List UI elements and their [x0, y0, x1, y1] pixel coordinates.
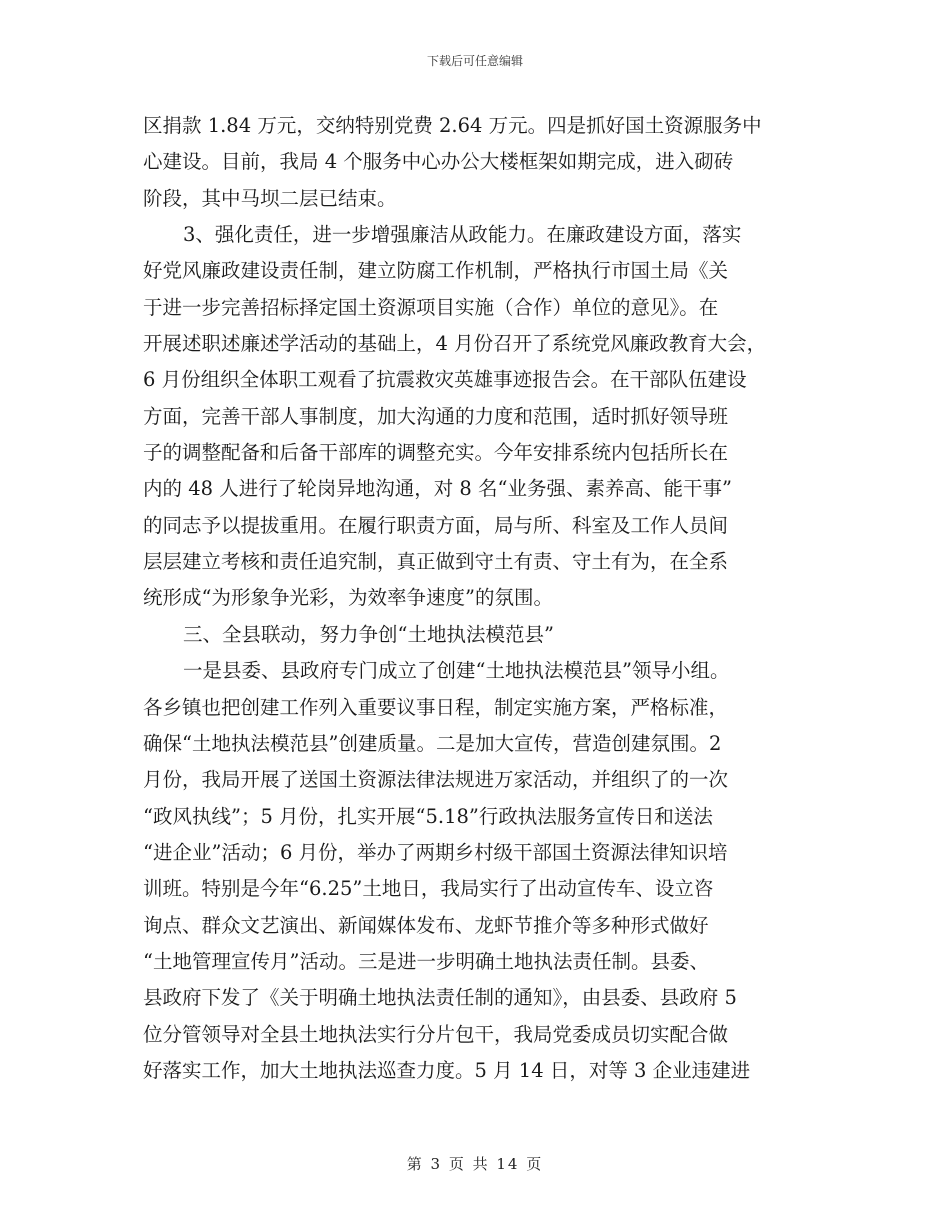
text-line: 区捐款 1.84 万元，交纳特别党费 2.64 万元。四是抓好国土资源服务中 — [143, 114, 762, 137]
text-line: 内的 48 人进行了轮岗异地沟通，对 8 名“业务强、素养高、能干事” — [143, 477, 732, 501]
text-line: 各乡镇也把创建工作列入重要议事日程，制定实施方案，严格标准， — [143, 695, 729, 719]
text-line: 好党风廉政建设责任制，建立防腐工作机制，严格执行市国土局《关 — [143, 259, 729, 283]
text-line: 于进一步完善招标择定国土资源项目实施（合作）单位的意见》。在 — [143, 295, 719, 319]
text-line: 的同志予以提拔重用。在履行职责方面，局与所、科室及工作人员间 — [143, 513, 729, 537]
text-line: 月份，我局开展了送国土资源法律法规进万家活动，并组织了的一次 — [143, 768, 729, 792]
text-line: 训班。特别是今年“6.25”土地日，我局实行了出动宣传车、设立咨 — [143, 877, 714, 901]
text-line: 层层建立考核和责任追究制，真正做到守土有责、守土有为，在全系 — [143, 550, 729, 574]
text-line: 子的调整配备和后备干部库的调整充实。今年安排系统内包括所长在 — [143, 441, 729, 465]
text-line: 好落实工作，加大土地执法巡查力度。5 月 14 日，对等 3 企业违建进 — [143, 1058, 751, 1082]
document-body — [143, 108, 808, 1089]
text-line: “土地管理宣传月”活动。三是进一步明确土地执法责任制。县委、 — [143, 949, 709, 973]
text-line: 阶段，其中马坝二层已结束。 — [143, 186, 397, 210]
text-line: “进企业”活动；6 月份，举办了两期乡村级干部国土资源法律知识培 — [143, 840, 728, 864]
text-line: 确保“土地执法模范县”创建质量。二是加大宣传，营造创建氛围。2 — [143, 731, 722, 755]
text-line: 3、强化责任，进一步增强廉洁从政能力。在廉政建设方面，落实 — [183, 223, 742, 247]
text-line: 县政府下发了《关于明确土地执法责任制的通知》，由县委、县政府 5 — [143, 986, 737, 1010]
text-line: 一是县委、县政府专门成立了创建“土地执法模范县”领导小组。 — [183, 659, 730, 683]
text-line: 询点、群众文艺演出、新闻媒体发布、龙虾节推介等多种形式做好 — [143, 913, 709, 937]
page-number: 第 3 页 共 14 页 — [406, 1155, 544, 1173]
text-line: “政风执线”；5 月份，扎实开展“5.18”行政执法服务宣传日和送法 — [143, 804, 713, 828]
text-line: 方面，完善干部人事制度，加大沟通的力度和范围，适时抓好领导班 — [143, 404, 729, 428]
page-header: 下载后可任意编辑 — [426, 54, 523, 68]
section-heading: 三、全县联动，努力争创“土地执法模范县” — [183, 622, 554, 646]
text-line: 位分管领导对全县土地执法实行分片包干，我局党委成员切实配合做 — [143, 1022, 729, 1046]
text-line: 开展述职述廉述学活动的基础上，4 月份召开了系统党风廉政教育大会， — [143, 332, 767, 356]
text-line: 统形成“为形象争光彩，为效率争速度”的氛围。 — [143, 586, 553, 610]
text-line: 心建设。目前，我局 4 个服务中心办公大楼框架如期完成，进入砌砖 — [143, 150, 734, 174]
text-line: 6 月份组织全体职工观看了抗震救灾英雄事迹报告会。在干部队伍建设 — [143, 368, 747, 392]
